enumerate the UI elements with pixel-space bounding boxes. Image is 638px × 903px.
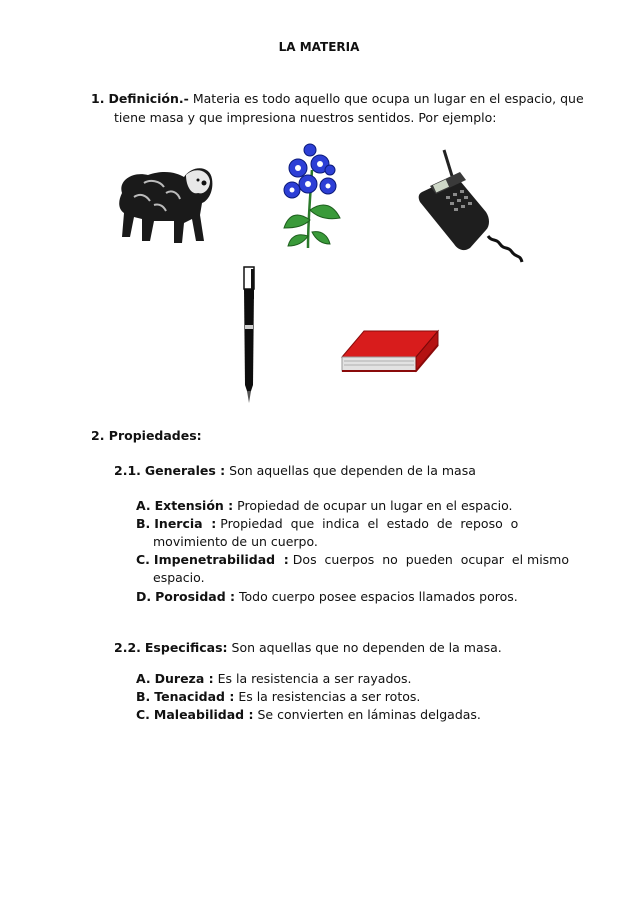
item-term: Porosidad : <box>155 589 236 604</box>
list-item <box>136 688 420 706</box>
item-text-continued: movimiento de un cuerpo. <box>153 534 318 549</box>
item-letter: D. <box>136 589 152 604</box>
item-term: Maleabilidad : <box>153 707 254 722</box>
list-item <box>136 706 481 724</box>
dog-image <box>114 153 214 248</box>
definition-text-2: tiene masa y que impresiona nuestros sentidos. Por ejemplo: <box>114 110 497 125</box>
item-text: Es la resistencias a ser rotos. <box>238 689 421 704</box>
definition-line-1 <box>91 90 584 108</box>
item-letter: B. <box>136 689 151 704</box>
list-item <box>136 551 569 569</box>
book-image <box>338 327 442 379</box>
item-letter: A. <box>136 498 151 513</box>
general-properties-heading <box>114 462 476 480</box>
item-term: Extensión : <box>154 498 234 513</box>
list-item <box>136 515 518 533</box>
item-term: Impenetrabilidad : <box>153 552 289 567</box>
item-letter: A. <box>136 671 151 686</box>
page-title: LA MATERIA <box>278 40 360 54</box>
list-item <box>136 497 513 515</box>
specific-properties-heading <box>114 639 502 657</box>
specific-text: Son aquellas que no dependen de la masa. <box>231 640 502 655</box>
item-text: Dos cuerpos no pueden ocupar el mismo <box>292 552 569 567</box>
item-text-continued: espacio. <box>153 570 205 585</box>
specific-term: Especificas: <box>144 640 228 655</box>
general-text: Son aquellas que dependen de la masa <box>229 463 476 478</box>
definition-number: 1. <box>91 91 105 106</box>
telephone-image <box>416 146 524 266</box>
list-item <box>136 588 518 606</box>
general-number: 2.1. <box>114 463 141 478</box>
definition-term: Definición.- <box>108 91 189 106</box>
item-letter: B. <box>136 516 151 531</box>
item-text: Propiedad de ocupar un lugar en el espacio. <box>237 498 513 513</box>
item-letter: C. <box>136 552 150 567</box>
general-term: Generales : <box>144 463 226 478</box>
item-term: Tenacidad : <box>154 689 235 704</box>
item-letter: C. <box>136 707 150 722</box>
specific-number: 2.2. <box>114 640 141 655</box>
item-text: Propiedad que indica el estado de reposo o <box>220 516 519 531</box>
list-item <box>136 670 412 688</box>
item-text: Es la resistencia a ser rayados. <box>217 671 412 686</box>
item-text: Todo cuerpo posee espacios llamados poros. <box>239 589 518 604</box>
pen-image <box>240 265 258 405</box>
definition-text-1: Materia es todo aquello que ocupa un lugar en el espacio, que <box>192 91 584 106</box>
item-text: Se convierten en láminas delgadas. <box>257 707 481 722</box>
flower-image <box>274 140 346 250</box>
properties-heading: 2. Propiedades: <box>91 428 202 443</box>
item-term: Inercia : <box>154 516 217 531</box>
item-term: Dureza : <box>154 671 214 686</box>
